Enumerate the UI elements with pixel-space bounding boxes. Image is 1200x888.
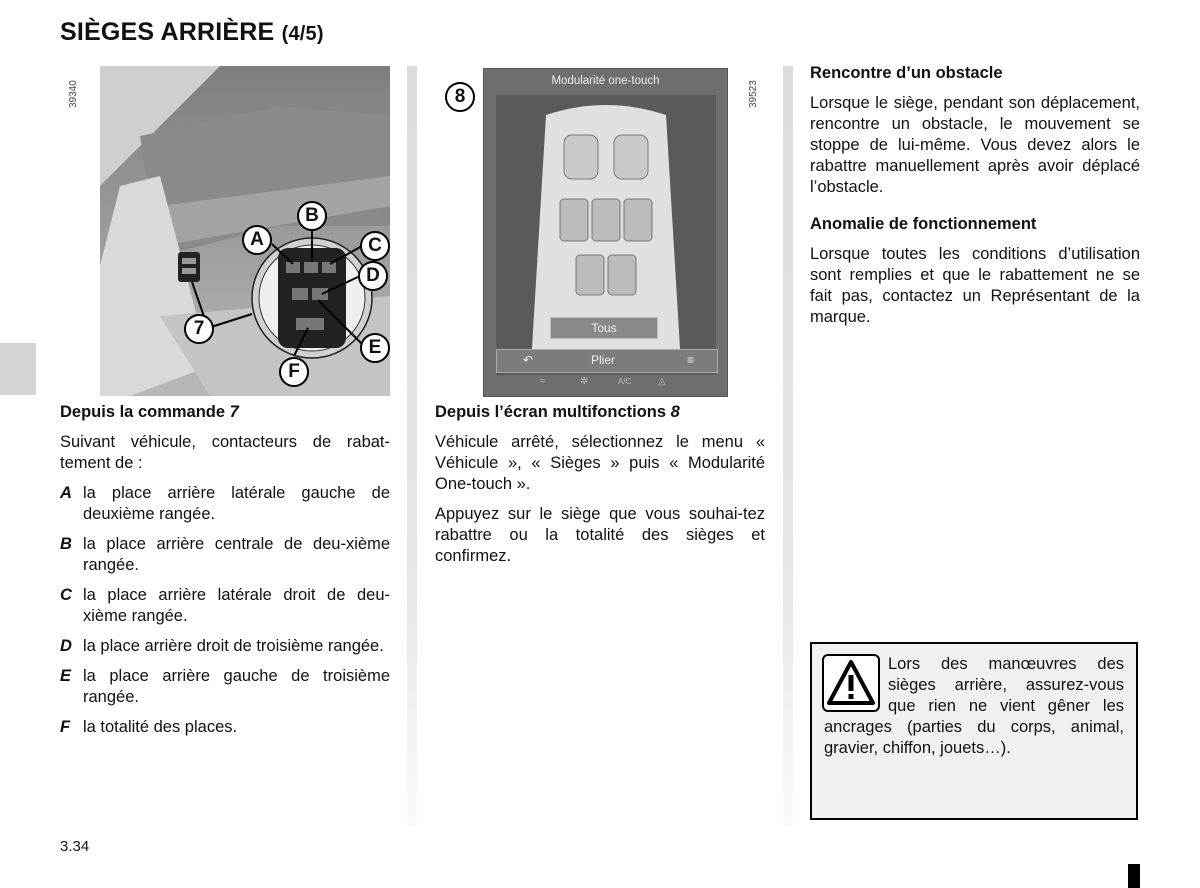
- section-heading-screen: Depuis l’écran multifonctions 8: [435, 403, 680, 421]
- page-edge-marker: [1128, 864, 1140, 888]
- page-title: SIÈGES ARRIÈRE (4/5): [60, 18, 324, 46]
- column-1-text: [60, 402, 390, 747]
- callout-B: B: [297, 201, 327, 231]
- paragraph: Véhicule arrêté, sélectionnez le menu « Véhicule », « Sièges » puis « Modularité One-touch ».: [435, 433, 765, 493]
- menu-icon[interactable]: ≡: [687, 353, 695, 367]
- column-3-text: [810, 63, 1140, 337]
- warning-triangle-icon: [822, 654, 880, 712]
- paragraph: Lorsque toutes les conditions d’utilisation sont remplies et que le rabattement ne se fait pas, contactez un Représentant de la marque.: [810, 245, 1140, 326]
- section-heading-malfunction: Anomalie de fonctionnement: [810, 215, 1037, 233]
- screen-title: Modularité one-touch: [551, 75, 660, 87]
- paragraph: Appuyez sur le siège que vous souhai-tez rabattre ou la totalité des sièges et confirmez.: [435, 505, 765, 565]
- callout-F: F: [279, 357, 309, 387]
- page-number: 3.34: [60, 838, 90, 855]
- warning-box: [810, 642, 1138, 820]
- callout-D: D: [358, 261, 388, 291]
- list-item: B la place arrière centrale de deu-xième rangée.: [60, 535, 390, 574]
- page-title-suffix: (4/5): [281, 23, 324, 45]
- warning-text: Lors des manœuvres des sièges arrière, assurez-vous que rien ne vient gêner les ancrages (parties du corps, animal, gravier, chiffon, jouets…).: [824, 655, 1124, 757]
- callout-E: E: [360, 333, 390, 363]
- recirculation-icon[interactable]: ◬: [658, 376, 666, 387]
- fold-button[interactable]: Plier: [591, 353, 616, 367]
- paragraph: Lorsque le siège, pendant son déplacement, rencontre un obstacle, le mouvement se stoppe de lui-même. Vous devez alors le rabattre manuellement après avoir déplacé l’obstacle.: [810, 94, 1140, 196]
- callout-A: A: [242, 225, 272, 255]
- column-2-text: [435, 402, 765, 576]
- fan-icon[interactable]: ✲: [580, 376, 589, 387]
- list-item: E la place arrière gauche de troisième rangée.: [60, 667, 390, 706]
- list-item: F la totalité des places.: [60, 718, 238, 736]
- intro-text: Suivant véhicule, contacteurs de rabat-tement de :: [60, 433, 390, 472]
- back-icon[interactable]: ↶: [523, 353, 534, 367]
- list-item: D la place arrière droit de troisième rangée.: [60, 637, 384, 655]
- section-tab-marker: [0, 343, 36, 395]
- section-heading-command: Depuis la commande 7: [60, 403, 239, 421]
- list-item: A la place arrière latérale gauche de deuxième rangée.: [60, 484, 390, 523]
- figure-ref-number: 39340: [68, 80, 79, 108]
- climate-bar: [496, 375, 716, 391]
- screen-bottom-bar: [496, 349, 718, 373]
- multifunction-screen-illustration: [483, 68, 728, 397]
- callout-C: C: [360, 231, 390, 261]
- figure-ref-number: 39523: [748, 80, 759, 108]
- callout-7: 7: [184, 314, 214, 344]
- callout-8: 8: [445, 82, 475, 112]
- column-separator: [407, 66, 417, 826]
- all-seats-button[interactable]: Tous: [550, 317, 658, 339]
- ac-label[interactable]: A/C: [618, 377, 632, 386]
- section-heading-obstacle: Rencontre d’un obstacle: [810, 64, 1003, 82]
- list-item: C la place arrière latérale droit de deu-xième rangée.: [60, 586, 390, 625]
- heat-icon[interactable]: ≈: [540, 376, 546, 387]
- column-separator: [783, 66, 793, 826]
